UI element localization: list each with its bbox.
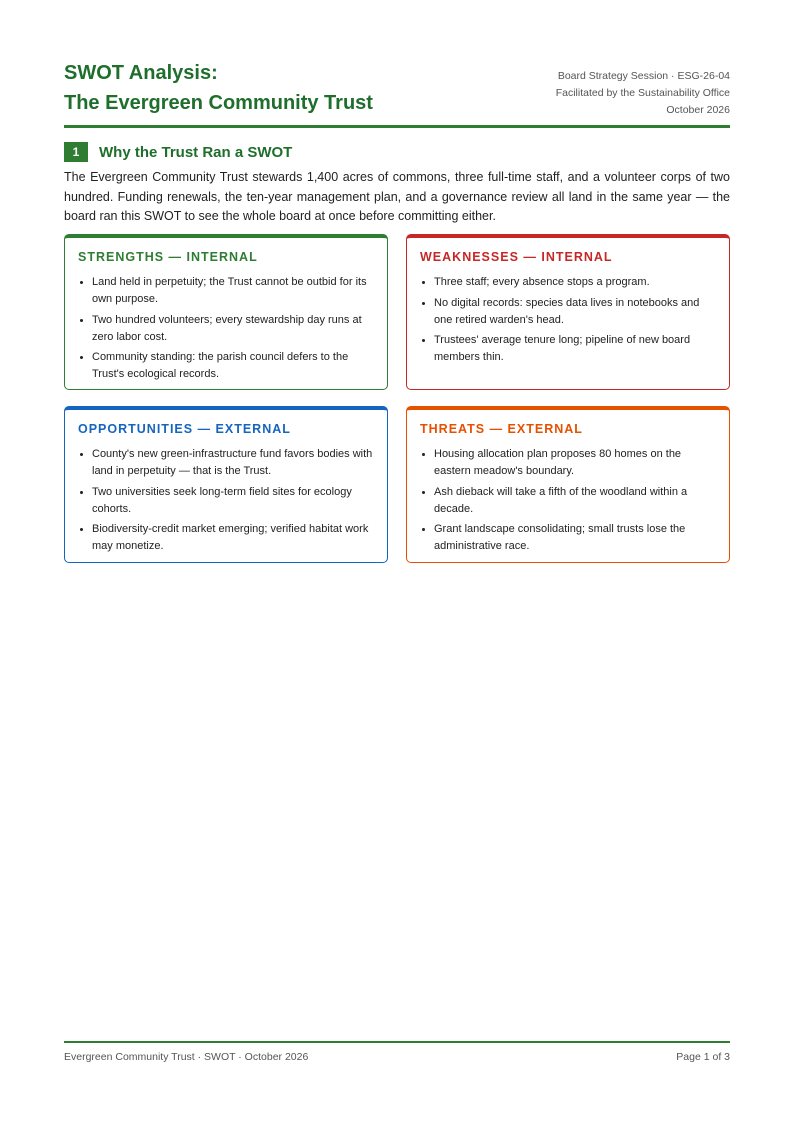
- list-item: • Two universities seek long-term field sites for ecology cohorts.: [92, 484, 375, 518]
- swot-grid: [64, 234, 730, 563]
- title-line-1: SWOT Analysis:: [64, 62, 218, 84]
- strengths-box: [64, 234, 388, 390]
- list-item: • Three staff; every absence stops a program.: [434, 274, 717, 291]
- threats-title: THREATS — EXTERNAL: [420, 422, 583, 436]
- footer-rule: [64, 1041, 730, 1043]
- page: [64, 0, 730, 1123]
- strengths-list: [78, 274, 375, 383]
- list-item: • Community standing: the parish council defers to the Trust's ecological records.: [92, 349, 375, 383]
- header-rule: [64, 125, 730, 128]
- opportunities-list: [78, 446, 375, 555]
- list-item: • Biodiversity-credit market emerging; verified habitat work may monetize.: [92, 521, 375, 555]
- section-heading: [64, 141, 292, 163]
- list-item: • County's new green-infrastructure fund favors bodies with land in perpetuity — that is the Trust.: [92, 446, 375, 480]
- list-item: • Land held in perpetuity; the Trust cannot be outbid for its own purpose.: [92, 274, 375, 308]
- meta-facilitator: Facilitated by the Sustainability Office: [555, 87, 730, 99]
- list-item: • Housing allocation plan proposes 80 homes on the eastern meadow's boundary.: [434, 446, 717, 480]
- section-number-badge: 1: [64, 142, 88, 162]
- list-item: • Two hundred volunteers; every stewardship day runs at zero labor cost.: [92, 312, 375, 346]
- section-intro: The Evergreen Community Trust stewards 1,400 acres of commons, three full-time staff, and a volunteer corps of two hundred. Funding renewals, the ten-year management plan, and a governance review all land in the same year — the board ran this SWOT to see the whole board at once before committing either.: [64, 170, 730, 223]
- list-item: • No digital records: species data lives in notebooks and one retired warden's head.: [434, 295, 717, 329]
- list-item: • Grant landscape consolidating; small trusts lose the administrative race.: [434, 521, 717, 555]
- weaknesses-list: [420, 274, 717, 366]
- meta-session: Board Strategy Session · ESG-26-04: [557, 70, 730, 82]
- strengths-title: STRENGTHS — INTERNAL: [78, 250, 258, 264]
- page-footer: [64, 1051, 730, 1063]
- list-item: • Trustees' average tenure long; pipeline of new board members thin.: [434, 332, 717, 366]
- meta-date: October 2026: [666, 104, 730, 116]
- section-title: Why the Trust Ran a SWOT: [99, 143, 293, 161]
- title-line-2: The Evergreen Community Trust: [64, 92, 373, 114]
- footer-left: Evergreen Community Trust · SWOT · October 2026: [64, 1051, 309, 1063]
- list-item: • Ash dieback will take a fifth of the woodland within a decade.: [434, 484, 717, 518]
- opportunities-title: OPPORTUNITIES — EXTERNAL: [78, 422, 291, 436]
- threats-box: [406, 406, 730, 563]
- document-header: [64, 58, 730, 126]
- opportunities-box: [64, 406, 388, 563]
- weaknesses-box: [406, 234, 730, 390]
- threats-list: [420, 446, 717, 555]
- page-number: Page 1 of 3: [676, 1051, 730, 1063]
- weaknesses-title: WEAKNESSES — INTERNAL: [420, 250, 613, 264]
- document-meta: [556, 68, 730, 119]
